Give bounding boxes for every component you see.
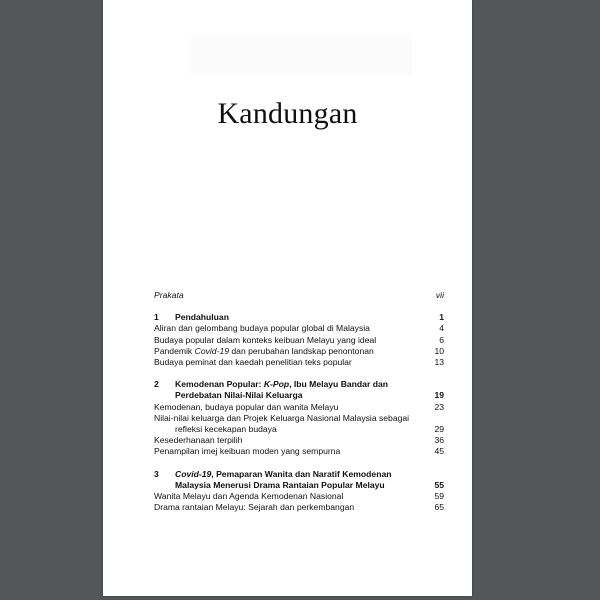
toc-chapter-2[interactable] <box>154 379 444 390</box>
section-page: 6 <box>439 334 444 345</box>
section-title: Budaya popular dalam konteks keibuan Melayu yang ideal <box>154 334 377 345</box>
section-page: 65 <box>434 502 444 513</box>
toc-chapter-1[interactable] <box>154 312 444 323</box>
section-title: Pandemik Covid-19 dan perubahan landskap penontonan <box>154 345 374 356</box>
section-title: Kemodenan, budaya popular dan wanita Melayu <box>154 401 339 412</box>
section-title: Aliran dan gelombang budaya popular global di Malaysia <box>154 323 370 334</box>
chapter-page: 1 <box>439 312 444 323</box>
toc-section[interactable] <box>154 402 444 413</box>
section-title: Penampilan imej keibuan moden yang sempurna <box>154 446 341 457</box>
toc-section[interactable] <box>154 323 444 334</box>
section-page: 23 <box>434 401 444 412</box>
table-of-contents <box>154 290 444 513</box>
toc-section[interactable] <box>154 357 444 368</box>
toc-chapter-2-line2[interactable] <box>154 390 444 401</box>
toc-chapter-3[interactable] <box>154 469 444 480</box>
toc-entry-page: vii <box>435 290 444 300</box>
toc-section[interactable] <box>154 491 444 502</box>
header-band <box>191 34 412 76</box>
toc-section[interactable] <box>154 446 444 457</box>
chapter-page: 55 <box>434 479 444 490</box>
chapter-page: 19 <box>434 390 444 401</box>
chapter-title-continued: Perdebatan Nilai-Nilai Keluarga <box>175 390 303 401</box>
chapter-title: Covid-19, Pemaparan Wanita dan Naratif Kemodenan <box>175 468 392 479</box>
toc-section[interactable] <box>154 435 444 446</box>
toc-section[interactable] <box>154 335 444 346</box>
section-page: 59 <box>434 491 444 502</box>
toc-entry-prakata[interactable] <box>154 290 444 301</box>
section-page: 13 <box>434 357 444 368</box>
toc-chapter-3-line2[interactable] <box>154 480 444 491</box>
section-page: 45 <box>434 446 444 457</box>
toc-section[interactable] <box>154 346 444 357</box>
section-title: Nilai-nilai keluarga dan Projek Keluarga Nasional Malaysia sebagai <box>154 412 410 423</box>
chapter-title-continued: Malaysia Menerusi Drama Rantaian Popular Melayu <box>175 479 385 490</box>
document-page <box>103 0 472 596</box>
section-title: Drama rantaian Melayu: Sejarah dan perkembangan <box>154 502 355 513</box>
section-title: Kesederhanaan terpilih <box>154 435 243 446</box>
page-title: Kandungan <box>217 97 358 130</box>
chapter-number: 3 <box>154 468 159 479</box>
section-title: Wanita Melayu dan Agenda Kemodenan Nasional <box>154 491 344 502</box>
section-page: 10 <box>434 345 444 356</box>
section-title: Budaya peminat dan kaedah penelitian teks popular <box>154 357 352 368</box>
section-page: 36 <box>434 435 444 446</box>
section-page: 4 <box>439 323 444 334</box>
chapter-title: Kemodenan Popular: K-Pop, Ibu Melayu Bandar dan <box>175 379 388 390</box>
toc-entry-label: Prakata <box>154 290 184 300</box>
toc-section-continued[interactable] <box>154 424 444 435</box>
toc-section[interactable] <box>154 413 444 424</box>
toc-section[interactable] <box>154 502 444 513</box>
chapter-number: 2 <box>154 379 159 390</box>
chapter-number: 1 <box>154 312 159 323</box>
section-title-continued: refleksi kecekapan budaya <box>175 424 277 435</box>
section-page: 29 <box>434 424 444 435</box>
chapter-title: Pendahuluan <box>175 312 229 323</box>
